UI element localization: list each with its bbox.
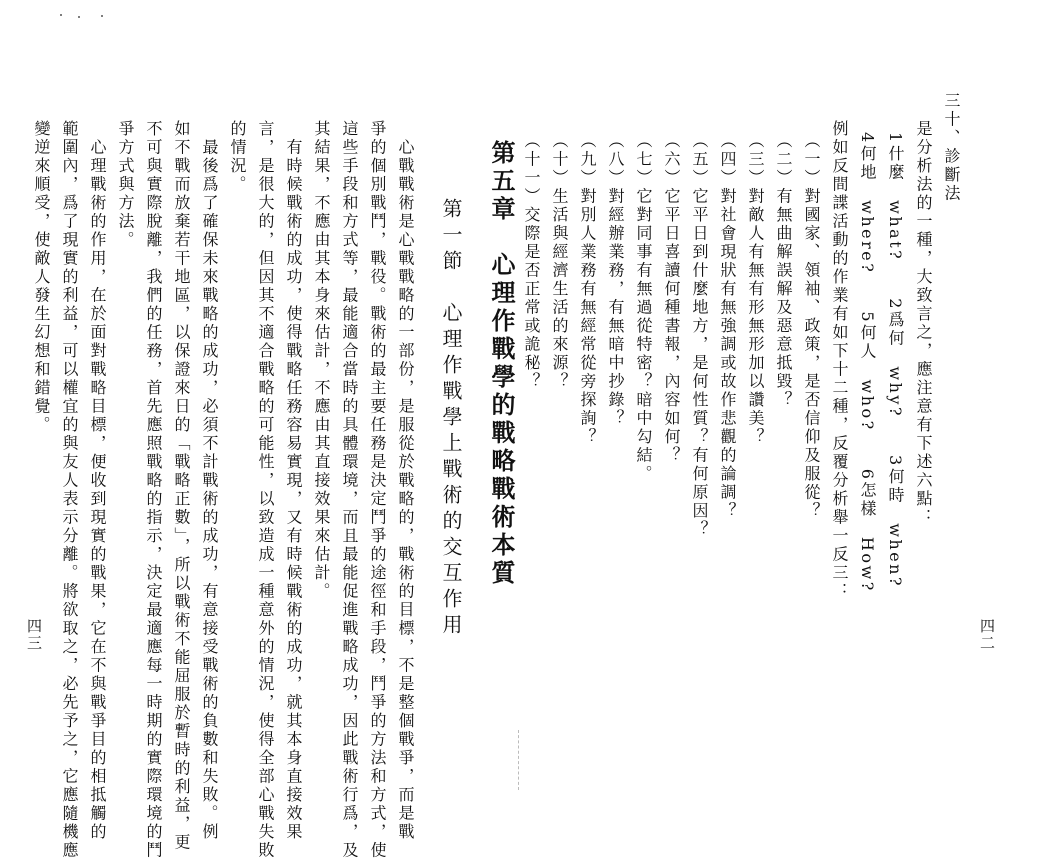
- section-heading: 三十、診斷法: [942, 92, 961, 203]
- scan-speck: [60, 14, 62, 16]
- scan-speck: [78, 16, 80, 18]
- questions-row-2: 4何地 where? 5何人 who? 6怎樣 How?: [858, 132, 877, 593]
- chapter-title: 第五章 心理作戰學的戰略戰術本質: [487, 140, 516, 588]
- paragraph-line: 其結果，不應由其本身來估計，不應由其直接效果來估計。: [312, 120, 331, 601]
- paragraph-line: 爭的個別戰鬥，戰役。戰術的最主要任務是決定鬥爭的途徑和手段，鬥爭的方法和方式，使: [368, 120, 387, 860]
- page-number: 四二: [978, 618, 996, 652]
- list-item: （九）對別人業務有無經常從旁探詢？: [578, 132, 597, 447]
- paragraph-line: 範圍內，爲了現實的利益，可以權宜的與友人表示分離。將欲取之，必先予之，它應隨機應: [60, 120, 79, 860]
- questions-row-1: 1什麼 what? 2爲何 why? 3何時 when?: [886, 132, 905, 589]
- paragraph-line: 心戰戰術是心戰戰略的一部份，是服從於戰略的，戰術的目標，不是整個戰爭，而是戰: [396, 120, 415, 842]
- right-page: [522, 0, 1049, 793]
- list-item: （二）有無曲解誤解及惡意抵毀？: [774, 132, 793, 410]
- paragraph-line: 心理戰術的作用，在於面對戰略目標，便收到現實的戰果，它在不與戰爭目的相抵觸的: [88, 120, 107, 842]
- list-item: （六）它平日喜讀何種書報，內容如何？: [662, 132, 681, 465]
- list-item: （十一）交際是否正常或詭秘？: [522, 132, 541, 391]
- page-number: 四三: [25, 618, 43, 652]
- paragraph-line: 爭方式與方法。: [116, 120, 135, 250]
- list-item: （三）對敵人有無有形無形加以讚美？: [746, 132, 765, 447]
- list-item: （一）對國家、領袖、政策，是否信仰及服從？: [802, 132, 821, 521]
- paragraph-line: 如不戰而放棄若干地區，以保證來日的「戰略正數」，所以戰術不能屈服於暫時的利益，更: [172, 120, 191, 852]
- paragraph-line: 言，是很大的，但因其不適合戰略的可能性，以致造成一種意外的情況，使得全部心戰失敗: [256, 120, 275, 860]
- scan-speck: [101, 15, 103, 17]
- intro-line: 是分析法的一種，大致言之，應注意有下述六點：: [914, 120, 933, 527]
- paragraph-line: 變逆來順受，使敵人發生幻想和錯覺。: [32, 120, 51, 435]
- book-gutter: [518, 730, 520, 790]
- paragraph-line: 這些手段和方式等，最能適合當時的具體環境，而且最能促進戰略成功，因此戰術行爲，及: [340, 120, 359, 860]
- paragraph-line: 有時候戰術的成功，使得戰略任務容易實現，又有時候戰術的成功，就其本身直接效果: [284, 120, 303, 842]
- paragraph-line: 不可與實際脫離，我們的任務，首先應照戰略的指示，決定最適應每一時期的實際環境的鬥: [144, 120, 163, 860]
- list-item: （八）對經辦業務，有無暗中抄錄？: [606, 132, 625, 428]
- section-title: 第一節 心理作戰學上戰術的交互作用: [439, 198, 463, 640]
- paragraph-line: 的情況。: [228, 120, 247, 194]
- list-item: （五）它平日到什麼地方，是何性質？有何原因？: [690, 132, 709, 539]
- list-item: （四）對社會現狀有無強調或故作悲觀的論調？: [718, 132, 737, 521]
- paragraph-line: 最後爲了確保未來戰略的成功，必須不計戰術的成功，有意接受戰術的負數和失敗。例: [200, 120, 219, 842]
- example-intro: 例如反間諜活動的作業有如下十二種，反覆分析舉一反三：: [830, 120, 849, 601]
- list-item: （七）它對同事有無過從特密？暗中勾結。: [634, 132, 653, 484]
- list-item: （十）生活與經濟生活的來源？: [550, 132, 569, 391]
